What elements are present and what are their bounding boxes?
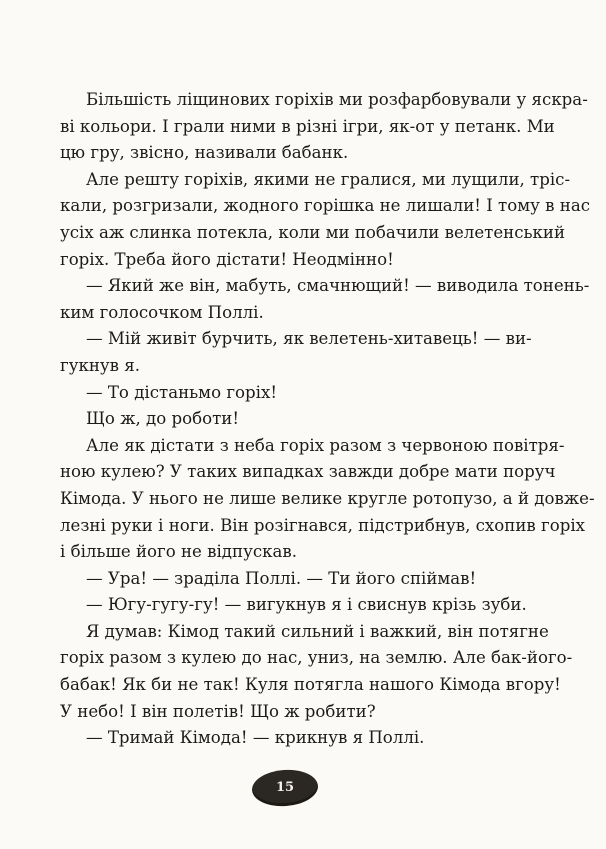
text-line: ною кулею? У таких випадках завжди добре мати поруч [60, 462, 556, 482]
text-line: усіх аж слинка потекла, коли ми побачили велетенський [60, 222, 566, 242]
text-line: — Який же він, мабуть, смачнющий! — виводила тонень- [86, 276, 590, 296]
text-line: і більше його не відпускав. [60, 542, 298, 562]
text-line: бабак! Як би не так! Куля потягла нашого Кімода вгору! [60, 675, 561, 695]
text-line: — Ура! — зраділа Поллі. — Ти його спіймав! [86, 568, 477, 588]
text-line: горіх. Треба його дістати! Неодмінно! [60, 249, 394, 269]
text-line: Але решту горіхів, якими не гралися, ми лущили, тріс- [86, 169, 571, 189]
text-line: — Мій живіт бурчить, як велетень-хитавець! — ви- [86, 329, 532, 349]
text-line: Я думав: Кімод такий сильний і важкий, він потягне [86, 621, 549, 641]
text-line: Кімода. У нього не лише велике кругле ротопузо, а й довже- [60, 488, 595, 508]
text-line: ким голосочком Поллі. [60, 302, 264, 322]
text-line: лезні руки і ноги. Він розігнався, підстрибнув, схопив горіх [60, 515, 585, 535]
text-line: Але як дістати з неба горіх разом з червоною повітря- [86, 435, 565, 455]
text-line: Більшість ліщинових горіхів ми розфарбовували у яскра- [86, 90, 588, 109]
text-line: У небо! І він полетів! Що ж робити? [60, 701, 376, 721]
text-line: горіх разом з кулею до нас, униз, на землю. Але бак-його- [60, 648, 573, 668]
page-number: 15 [275, 780, 295, 795]
text-line: Що ж, до роботи! [86, 409, 239, 429]
text-line: кали, розгризали, жодного горішка не лишали! І тому в нас [60, 196, 591, 216]
text-line: — Тримай Кімода! — крикнув я Поллі. [86, 728, 425, 748]
text-line: гукнув я. [60, 355, 141, 375]
body-text [60, 87, 595, 752]
text-line: цю гру, звісно, називали бабанк. [60, 143, 349, 163]
text-line: ві кольори. І грали ними в різні ігри, як-от у петанк. Ми [60, 116, 555, 136]
text-line: — Югу-гугу-гу! — вигукнув я і свиснув крізь зуби. [86, 595, 527, 615]
text-line: — То дістаньмо горіх! [86, 382, 277, 402]
